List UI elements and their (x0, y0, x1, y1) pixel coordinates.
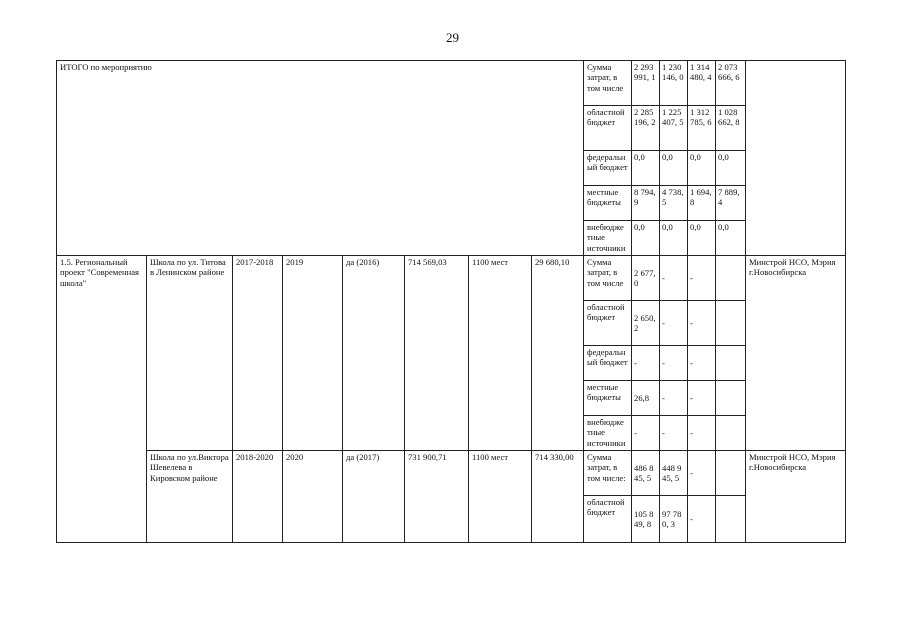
executor-cell: Минстрой НСО, Мэрия г.Новосибирска (746, 256, 846, 451)
object-2-row-1 (57, 451, 846, 496)
object-remaining: 29 680,10 (532, 256, 584, 451)
object-period: 2017-2018 (233, 256, 283, 451)
value-cell: - (688, 256, 716, 301)
value-cell: - (688, 346, 716, 381)
object-year: 2019 (283, 256, 343, 451)
value-cell: 4 738, 5 (660, 186, 688, 221)
value-cell: - (688, 381, 716, 416)
object-remaining: 714 330,00 (532, 451, 584, 543)
source-cell: областной бюджет (584, 301, 632, 346)
value-cell: 7 889, 4 (716, 186, 746, 221)
executor-cell (746, 61, 846, 256)
value-cell: 1 694, 8 (688, 186, 716, 221)
value-cell: 1 314 480, 4 (688, 61, 716, 106)
source-cell: местные бюджеты (584, 186, 632, 221)
value-cell: 486 845, 5 (632, 451, 660, 496)
project-code: 1.5. Региональный проект "Современная школа" (57, 256, 147, 543)
value-cell: 105 849, 8 (632, 496, 660, 543)
value-cell: 2 650, 2 (632, 301, 660, 346)
object-capacity: 1100 мест (469, 256, 532, 451)
value-cell: 0,0 (716, 151, 746, 186)
source-cell: Сумма затрат, в том числе: (584, 451, 632, 496)
total-row-1 (57, 61, 846, 106)
object-pd: да (2017) (343, 451, 405, 543)
value-cell: 0,0 (688, 221, 716, 256)
value-cell: 8 794, 9 (632, 186, 660, 221)
value-cell: - (688, 451, 716, 496)
value-cell: - (632, 346, 660, 381)
source-cell: внебюдже тные источники (584, 416, 632, 451)
value-cell: 1 312 785, 6 (688, 106, 716, 151)
value-cell: 0,0 (632, 221, 660, 256)
value-cell: 1 028 662, 8 (716, 106, 746, 151)
value-cell: 97 780, 3 (660, 496, 688, 543)
value-cell: 1 225 407, 5 (660, 106, 688, 151)
source-cell: областной бюджет (584, 106, 632, 151)
value-cell: 2 677, 0 (632, 256, 660, 301)
object-cost: 731 900,71 (405, 451, 469, 543)
value-cell (716, 301, 746, 346)
value-cell (716, 416, 746, 451)
source-cell: местные бюджеты (584, 381, 632, 416)
object-year: 2020 (283, 451, 343, 543)
object-pd: да (2016) (343, 256, 405, 451)
object-cost: 714 569,03 (405, 256, 469, 451)
value-cell: - (660, 416, 688, 451)
value-cell: 0,0 (632, 151, 660, 186)
budget-table (56, 60, 846, 543)
value-cell: - (688, 416, 716, 451)
value-cell (716, 496, 746, 543)
value-cell (716, 256, 746, 301)
object-1-row-1 (57, 256, 846, 301)
value-cell: 0,0 (660, 151, 688, 186)
source-cell: федеральн ый бюджет (584, 151, 632, 186)
page-number: 29 (446, 30, 459, 45)
value-cell: - (660, 256, 688, 301)
value-cell: - (660, 346, 688, 381)
source-cell: внебюдже тные источники (584, 221, 632, 256)
value-cell: 2 073 666, 6 (716, 61, 746, 106)
object-name: Школа по ул.Виктора Шевелева в Кировском районе (147, 451, 233, 543)
total-label: ИТОГО по мероприятию (57, 61, 584, 256)
object-period: 2018-2020 (233, 451, 283, 543)
value-cell: 2 285 196, 2 (632, 106, 660, 151)
source-cell: Сумма затрат, в том числе (584, 256, 632, 301)
value-cell (716, 346, 746, 381)
value-cell (716, 451, 746, 496)
value-cell: - (688, 301, 716, 346)
value-cell: 0,0 (716, 221, 746, 256)
object-name: Школа по ул. Титова в Ленинском районе (147, 256, 233, 451)
value-cell: 2 293 991, 1 (632, 61, 660, 106)
source-cell: федеральн ый бюджет (584, 346, 632, 381)
source-cell: Сумма затрат, в том числе (584, 61, 632, 106)
value-cell: 26,8 (632, 381, 660, 416)
value-cell: - (660, 381, 688, 416)
value-cell: - (632, 416, 660, 451)
value-cell (716, 381, 746, 416)
value-cell: 448 945, 5 (660, 451, 688, 496)
value-cell: 0,0 (660, 221, 688, 256)
value-cell: 1 230 146, 0 (660, 61, 688, 106)
executor-cell: Минстрой НСО, Мэрия г.Новосибирска (746, 451, 846, 543)
value-cell: - (660, 301, 688, 346)
value-cell: 0,0 (688, 151, 716, 186)
value-cell: - (688, 496, 716, 543)
source-cell: областной бюджет (584, 496, 632, 543)
object-capacity: 1100 мест (469, 451, 532, 543)
